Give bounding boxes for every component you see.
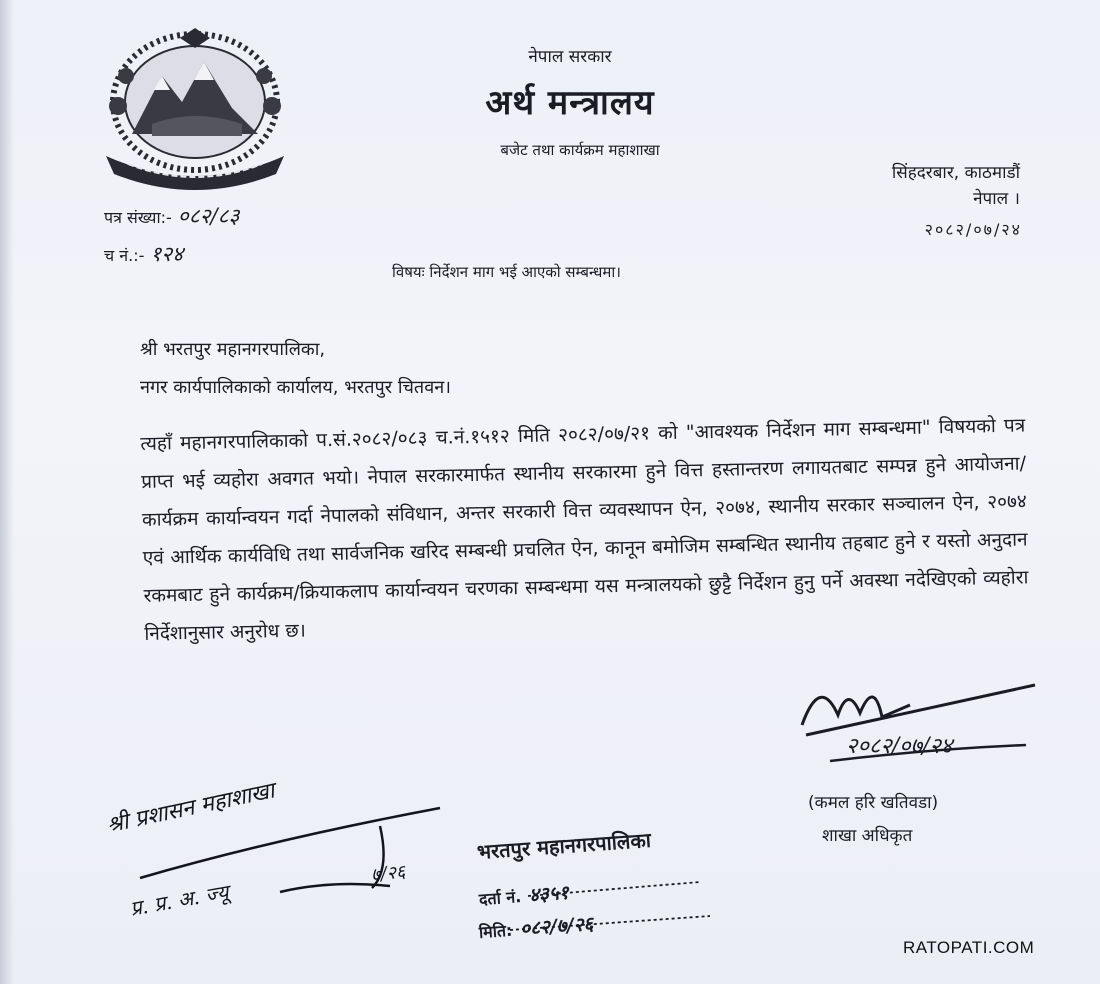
receipt-date-value: ०८२/७/२६ — [519, 913, 595, 941]
paper-fold-shadow — [0, 0, 14, 984]
registration-value: ४३५१ — [528, 881, 570, 907]
forwarding-note-line-1: श्री प्रशासन महाशाखा — [104, 778, 277, 839]
receipt-date-label: मिति: — [478, 920, 513, 942]
forwarding-note-date: ७/२६ — [370, 861, 407, 886]
signatory-name: (कमल हरि खतिवडा) — [808, 793, 939, 813]
registration-label: दर्ता नं. — [478, 887, 522, 909]
letter-number-label: पत्र संख्या:- — [104, 208, 172, 227]
recipient-line-1: श्री भरतपुर महानगरपालिका, — [140, 339, 326, 360]
dispatch-number — [104, 240, 183, 268]
letter-body: त्यहाँ महानगरपालिकाको प.सं.२०८२/०८३ च.नं.१५१२ मिति २०८२/०७/२१ को "आवश्यक निर्देशन माग सम्बन्धमा" विषयको पत्र प्राप्त भई व्यहोरा अवगत भयो। नेपाल सरकारमार्फत स्थानीय सरकारमा हुने वित्त हस्तान्तरण लगायतबाट सम्पन्न हुने आयोजना/कार्यक्रम कार्यान्वयन गर्दा नेपालको संविधान, अन्तर सरकारी वित्त व्यवस्थापन ऐन, २०७४, स्थानीय सरकार सञ्चालन ऐन, २०७४ एवं आर्थिक कार्यविधि तथा सार्वजनिक खरिद सम्बन्धी प्रचलित ऐन, कानून बमोजिम सम्बन्धित स्थानीय तहबाट हुने र यस्तो अनुदान रकमबाट हुने कार्यक्रम/क्रियाकलाप कार्यान्वयन चरणका सम्बन्धमा यस मन्त्रालयको छुट्टै निर्देशन हुनु पर्ने अवस्था नदेखिएको व्यहोरा निर्देशानुसार अनुरोध छ। — [140, 414, 1029, 645]
ministry-name: अर्थ मन्त्रालय — [485, 83, 655, 123]
division-name: बजेट तथा कार्यक्रम महाशाखा — [500, 141, 660, 159]
letter-date: २०८२/०७/२४ — [924, 220, 1022, 239]
letter-number — [104, 202, 239, 230]
recipient-line-2: नगर कार्यपालिकाको कार्यालय, भरतपुर चितवन। — [140, 377, 452, 398]
signature-scribble — [790, 665, 1040, 780]
location-line-1: सिंहदरबार, काठमाडौं — [891, 163, 1020, 183]
dispatch-number-value: १२४ — [150, 242, 184, 266]
receipt-stamp-title: भरतपुर महानगरपालिका — [476, 827, 652, 864]
signature-date: २०८२/०७/२४ — [846, 734, 953, 759]
source-watermark: RATOPATI.COM — [903, 938, 1035, 957]
location-line-2: नेपाल । — [973, 189, 1020, 209]
signatory-title: शाखा अधिकृत — [822, 826, 913, 846]
nepal-government-emblem-icon — [92, 24, 298, 194]
government-name: नेपाल सरकार — [528, 47, 612, 67]
office-location — [892, 160, 1020, 212]
forwarding-note-line-2: प्र. प्र. अ. ज्यू — [128, 879, 231, 921]
letter-subject: विषयः निर्देशन माग भई आएको सम्बन्धमा। — [392, 263, 621, 281]
letter-number-value: ०८२/८३ — [177, 204, 240, 228]
dispatch-number-label: च नं.:- — [104, 246, 145, 265]
